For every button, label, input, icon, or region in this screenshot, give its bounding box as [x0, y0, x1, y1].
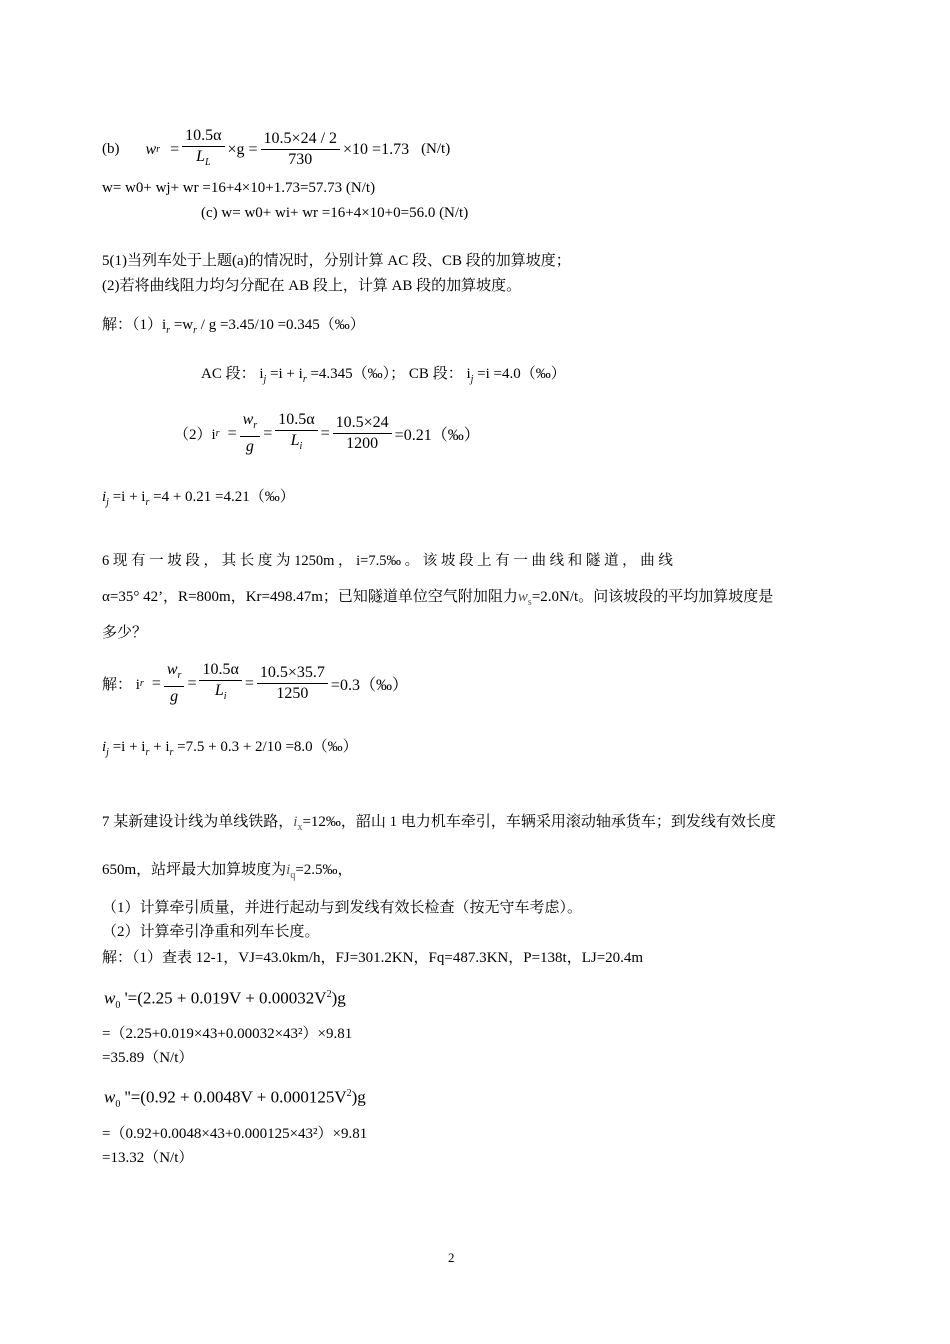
q6-solution: 解： i r = $\frac{w_r}{g}$ = $\frac{10.5\alpha}{L_i}$ = $\frac{10.5\times 35.7}{1250}$ =0.3（‰）	[102, 661, 408, 706]
q5-line2: (2)若将曲线阻力均匀分配在 AB 段上，计算 AB 段的加算坡度。	[102, 278, 522, 294]
q6-ij: $i_j =i + i_r + i_r =7.5 + 0.3 + 2/10$ =8.0（‰）	[102, 739, 358, 758]
q6-frac2: $\frac{10.5\alpha}{L_i}$	[199, 660, 241, 707]
q5-frac2: $\frac{10.5\alpha}{L_i}$	[275, 410, 317, 457]
q7-res1: =35.89（N/t）	[102, 1050, 194, 1066]
q7-line5: 解：（1）查表 12-1，VJ=43.0km/h，FJ=301.2KN，Fq=487.3KN，P=138t，LJ=20.4m	[102, 950, 644, 966]
formula-b-frac1	[182, 126, 224, 173]
q7-res2: =13.32（N/t）	[102, 1150, 194, 1166]
q7-calc1: =（2.25+0.019×43+0.00032×43²）×9.81	[102, 1026, 353, 1042]
q7-line1: 7 某新建设计线为单线铁路，$i_x=12‰$，韶山 1 电力机车牵引，车辆采用滚动轴承货车；到发线有效长度	[102, 814, 776, 833]
formula-b-lhs-sub: r	[156, 144, 161, 156]
formula-b-frac2	[261, 129, 340, 170]
frac1-den: $L_L$	[196, 148, 211, 169]
q5-frac3: $\frac{10.5\times 24}{1200}$	[333, 413, 392, 454]
formula-b-tail: ×10 =1.73	[343, 140, 410, 158]
q6-line1: 6 现 有 一 坡 段 ， 其 长 度 为 1250m ， i=7.5‰ 。 该 坡 段 上 有 一 曲 线 和 隧 道 ， 曲 线	[102, 553, 673, 569]
q5-ij: $i_j =i + i_r =4 + 0.21$ =4.21（‰）	[102, 489, 295, 508]
q5-ac-cb: AC 段： $i_j =i + i_r$ =4.345（‰）； CB 段： $i_j =i$ =4.0（‰）	[201, 366, 566, 385]
formula-b-lhs: w	[145, 140, 157, 158]
q5-solution1: 解：$(1)i_r =w_r / g =3.45/10$ =0.345（‰）	[102, 317, 365, 336]
q5-part2: （2）i r = $\frac{w_r}{g}$ = $\frac{10.5\alpha}{L_i}$ = $\frac{10.5\times 24}{1200}$ =0.21（‰）	[174, 411, 480, 456]
q7-line3: （1）计算牵引质量，并进行起动与到发线有效长检查（按无守车考虑）。	[102, 900, 583, 916]
frac1-num: 10.5α	[182, 126, 224, 147]
q5-frac1: $\frac{w_r}{g}$	[240, 410, 261, 457]
formula-b-times-g: ×g =	[227, 140, 258, 158]
formula-b-unit: (N/t)	[421, 141, 451, 158]
formula-b: (b) w r = $\frac{10.5\alpha}{L_L}$ ×g = $\frac{10.5\times 24 / 2}{730}$ ×10 =1.73 (N/t)	[102, 126, 450, 173]
page-number: 2	[448, 1250, 455, 1265]
w-line: w= w0+ wj+ wr =16+4×10+1.73=57.73 (N/t)	[102, 180, 376, 196]
frac2-num: 10.5×24 / 2	[261, 129, 340, 150]
frac2-den: 730	[288, 151, 313, 169]
c-line: (c) w= w0+ wi+ wr =16+4×10+0=56.0 (N/t)	[201, 205, 469, 221]
q6-line2: α=35° 42’，R=800m，Kr=498.47m；已知隧道单位空气附加阻力$w_s=2.0N/t$。问该坡段的平均加算坡度是	[102, 589, 774, 608]
formula-b-label: (b)	[102, 141, 120, 158]
q7-eq1: $w_0$ '$=(2.25 + 0.019V + 0.00032V^2)g$	[104, 988, 346, 1012]
q6-line3: 多少？	[102, 625, 148, 641]
q7-calc2: =（0.92+0.0048×43+0.000125×43²）×9.81	[102, 1126, 368, 1142]
q6-frac3: $\frac{10.5\times 35.7}{1250}$	[257, 663, 328, 704]
q5-line1: 5(1)当列车处于上题(a)的情况时，分别计算 AC 段、CB 段的加算坡度；	[102, 253, 571, 269]
q7-eq2: $w_0$ ''$=(0.92 + 0.0048V + 0.000125V^2)g$	[104, 1087, 366, 1111]
q7-line4: （2）计算牵引净重和列车长度。	[102, 924, 320, 940]
q6-frac1: $\frac{w_r}{g}$	[164, 660, 185, 707]
q7-line2: 650m，站坪最大加算坡度为$i_q=2.5‰$，	[102, 862, 353, 881]
